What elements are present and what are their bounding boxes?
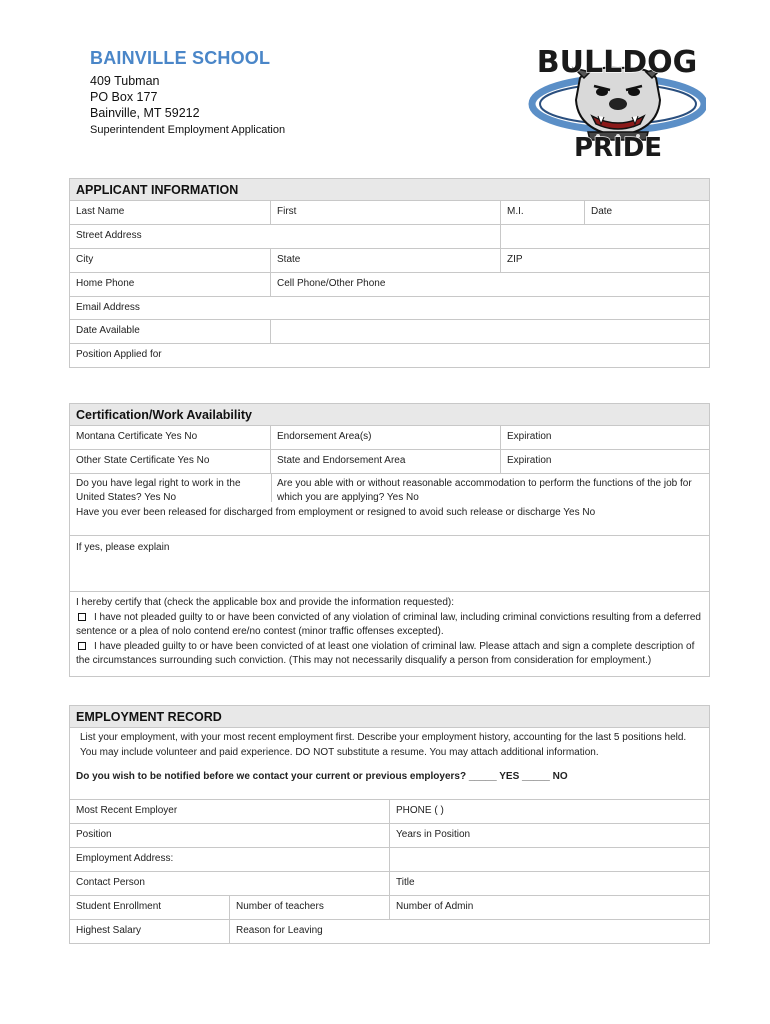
school-name: BAINVILLE SCHOOL — [90, 48, 271, 68]
position-applied-field[interactable]: Position Applied for — [76, 349, 162, 360]
form-subtitle: Superintendent Employment Application — [90, 124, 286, 136]
bulldog-pride-logo — [528, 38, 706, 160]
home-phone-field[interactable]: Home Phone — [70, 273, 271, 296]
reason-for-leaving-field[interactable]: Reason for Leaving — [236, 925, 323, 936]
certification-section-title: Certification/Work Availability — [70, 404, 709, 426]
notify-question[interactable]: Do you wish to be notified before we contact your current or previous employers? _____ YES _____ NO — [76, 771, 568, 782]
logo-bottom-text: PRIDE — [573, 133, 663, 160]
contact-row — [70, 872, 709, 896]
expiration-field-1[interactable]: Expiration — [507, 431, 552, 442]
checkbox-icon[interactable] — [78, 642, 86, 650]
applicant-section-title: APPLICANT INFORMATION — [70, 179, 709, 201]
checkbox-icon[interactable] — [78, 613, 86, 621]
certify-option-2-text: I have pleaded guilty to or have been convicted of at least one violation of criminal law. Please attach and sign a complete description of the circumstances surrounding such conviction. (This may not necessarily disqualify a person from consideration for employment.) — [76, 640, 695, 666]
contact-person-field[interactable]: Contact Person — [70, 872, 390, 895]
date-available-field[interactable] — [271, 320, 709, 343]
date-available-row — [70, 320, 709, 344]
certify-option-1[interactable] — [70, 611, 709, 640]
last-name-field[interactable]: Last Name — [70, 201, 271, 224]
recent-employer-row — [70, 800, 709, 824]
expiration-field-2[interactable]: Expiration — [507, 455, 552, 466]
accommodation-question[interactable]: Are you able with or without reasonable accommodation to perform the functions of the job for which you are applying? Yes No — [277, 478, 692, 503]
logo-top-text: BULLDOG — [536, 45, 698, 80]
explain-label: If yes, please explain — [76, 542, 170, 553]
montana-certificate-field[interactable]: Montana Certificate Yes No — [70, 426, 271, 449]
released-question[interactable]: Have you ever been released for discharged from employment or resigned to avoid such release or discharge Yes No — [76, 507, 596, 518]
middle-initial-field[interactable]: M.I. — [501, 201, 585, 224]
other-state-certificate-field[interactable]: Other State Certificate Yes No — [70, 450, 271, 473]
city-field[interactable]: City — [70, 249, 271, 272]
email-row — [70, 297, 709, 320]
employer-phone-field[interactable]: PHONE ( ) — [396, 805, 444, 816]
recent-employer-field[interactable]: Most Recent Employer — [70, 800, 390, 823]
date-available-label: Date Available — [70, 320, 271, 343]
employment-address-row — [70, 848, 709, 872]
employment-intro: List your employment, with your most recent employment first. Describe your employment history, accounting for the last 5 positions held. You may include volunteer and paid experience. DO NOT substitute a resume. You may attach additional information. — [80, 732, 687, 758]
name-row — [70, 201, 709, 225]
legal-right-question[interactable]: Do you have legal right to work in the United States? Yes No — [76, 478, 241, 503]
contact-title-field[interactable]: Title — [396, 877, 415, 888]
montana-cert-row — [70, 426, 709, 450]
number-of-admin-field[interactable]: Number of Admin — [396, 901, 474, 912]
years-in-position-field[interactable]: Years in Position — [396, 829, 471, 840]
certify-option-2[interactable] — [70, 640, 709, 673]
employment-section-title: EMPLOYMENT RECORD — [70, 706, 709, 728]
address-line-3: Bainville, MT 59212 — [90, 106, 200, 120]
phone-row — [70, 273, 709, 297]
first-name-field[interactable]: First — [271, 201, 501, 224]
other-state-row — [70, 450, 709, 474]
address-line-2: PO Box 177 — [90, 90, 158, 104]
employment-record-section — [69, 705, 710, 944]
cell-phone-field[interactable]: Cell Phone/Other Phone — [277, 278, 386, 289]
employment-address-field[interactable]: Employment Address: — [70, 848, 390, 871]
city-row — [70, 249, 709, 273]
street-extra-field[interactable] — [501, 225, 709, 248]
explain-block[interactable] — [70, 536, 709, 592]
bulldog-mascot-icon — [528, 38, 706, 160]
street-row — [70, 225, 709, 249]
position-years-row — [70, 824, 709, 848]
employment-position-field[interactable]: Position — [70, 824, 390, 847]
email-address-field[interactable]: Email Address — [76, 302, 140, 313]
certify-option-1-text: I have not pleaded guilty to or have been convicted of any violation of criminal law, including criminal convictions resulting from a deferred sentence or a plea of nolo contend ere/no contest (minor traffic offenses excepted). — [76, 611, 701, 637]
highest-salary-field[interactable]: Highest Salary — [70, 920, 230, 943]
certification-section — [69, 403, 710, 677]
street-address-field[interactable]: Street Address — [70, 225, 501, 248]
school-header — [90, 48, 510, 136]
legal-right-block — [70, 474, 709, 536]
state-field[interactable]: State — [271, 249, 501, 272]
employment-intro-block — [70, 728, 709, 800]
student-enrollment-field[interactable]: Student Enrollment — [70, 896, 230, 919]
salary-row — [70, 920, 709, 943]
enrollment-row — [70, 896, 709, 920]
date-field[interactable]: Date — [591, 206, 613, 217]
state-endorsement-field[interactable]: State and Endorsement Area — [271, 450, 501, 473]
number-of-teachers-field[interactable]: Number of teachers — [230, 896, 390, 919]
zip-field[interactable]: ZIP — [507, 254, 523, 265]
employment-address-extra[interactable] — [390, 848, 709, 871]
endorsement-area-field[interactable]: Endorsement Area(s) — [271, 426, 501, 449]
address-line-1: 409 Tubman — [90, 74, 160, 88]
certify-block — [70, 592, 709, 676]
position-row — [70, 344, 709, 367]
certify-statement: I hereby certify that (check the applicable box and provide the information requested): — [76, 597, 454, 608]
applicant-information-section — [69, 178, 710, 368]
